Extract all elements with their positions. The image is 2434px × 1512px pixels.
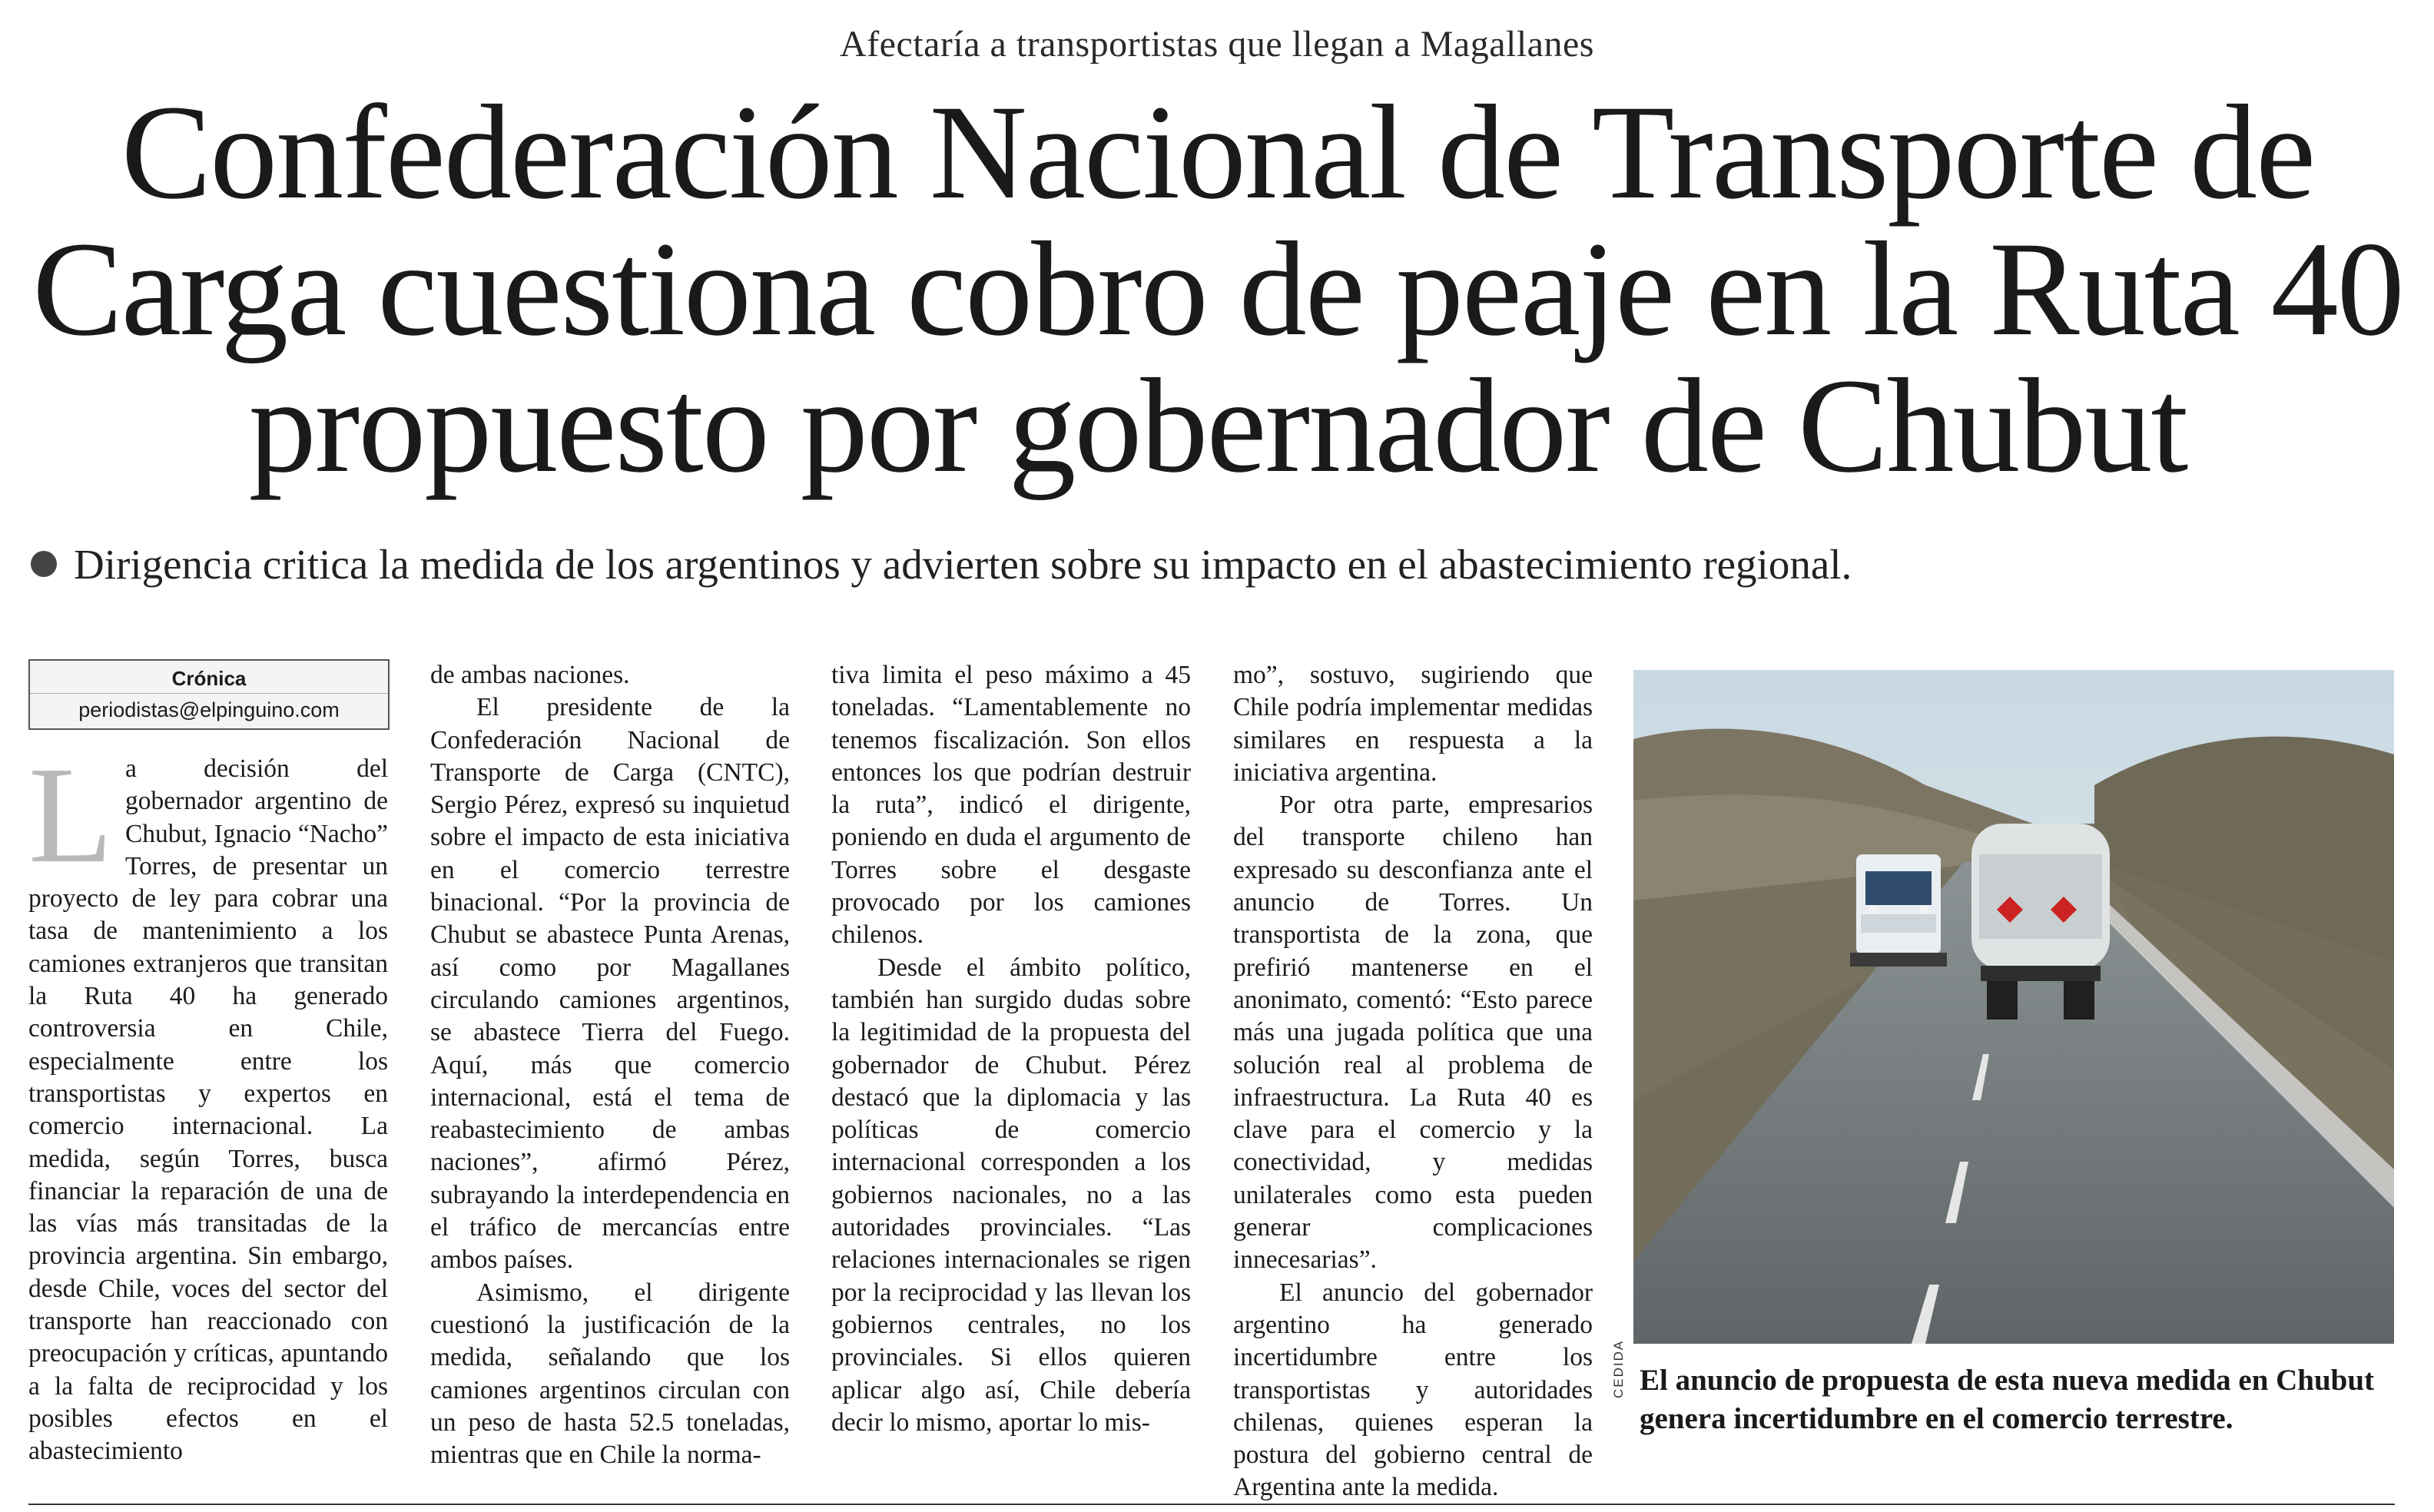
road-trucks-illustration — [1633, 670, 2394, 1344]
byline-email[interactable]: periodistas@elpinguino.com — [78, 698, 340, 721]
photo-caption: El anuncio de propuesta de esta nueva medida en Chubut genera incertidumbre en el comercio terrestre. — [1640, 1364, 2375, 1435]
column-4 — [1233, 659, 1593, 1504]
bottom-rule — [28, 1504, 2395, 1505]
byline-section: Crónica — [30, 664, 388, 694]
paragraph: a decisión del gobernador argentino de Chubut, Ignacio “Nacho” Torres, de presentar un proyecto de ley para cobrar una tasa de mantenimiento a los camiones extranjeros que transitan la Ruta 40 ha generado controversia en Chile, especialmente entre los transportistas y expertos en comercio internacional. La medida, según Torres, busca financiar la reparación de una de las vías más transitadas de la provincia argentina. Sin embargo, desde Chile, voces del sector del transporte han reaccionado con preocupación y críticas, apuntando a la falta de reciprocidad y los posibles efectos en el abastecimiento — [28, 754, 388, 1466]
truck-left — [1850, 854, 1947, 967]
column-1 — [28, 738, 388, 1468]
paragraph: tiva limita el peso máximo a 45 toneladas. “Lamentablemente no tenemos fiscalización. Son ellos entonces los que podrían destruir la ruta”, indicó el dirigente, poniendo en duda el argumento de Torres sobre el desgaste provocado por los camiones chilenos. — [831, 661, 1191, 950]
paragraph: El anuncio del gobernador argentino ha generado incertidumbre entre los transportistas y autoridades chilenas, quienes esperan la postura del gobierno central de Argentina ante la medida. — [1233, 1278, 1593, 1502]
paragraph: El presidente de la Confederación Nacional de Transporte de Carga (CNTC), Sergio Pérez, expresó su inquietud sobre el impacto de esta iniciativa en el comercio terrestre binacional. “Por la provincia de Chubut se abastece Punta Arenas, así como por Magallanes circulando camiones argentinos, se abastece Tierra del Fuego. Aquí, más que comercio internacional, está el tema de reabastecimiento de ambas naciones”, afirmó Pérez, subrayando la interdependencia en el tráfico de mercancías entre ambos países. — [430, 693, 790, 1275]
article-photo — [1633, 670, 2394, 1344]
paragraph: mo”, sostuvo, sugiriendo que Chile podría implementar medidas similares en respuesta a la iniciativa argentina. — [1233, 661, 1593, 787]
photo-credit: CEDIDA — [1611, 1339, 1626, 1398]
bullet-icon — [31, 551, 57, 577]
headline: Confederación Nacional de Transporte de Carga cuestiona cobro de peaje en la Ruta 40 propuesto por gobernador de Chubut — [32, 78, 2403, 501]
byline-box — [28, 659, 390, 730]
column-2 — [430, 659, 790, 1471]
dropcap: L — [28, 738, 113, 891]
deck — [31, 538, 2412, 592]
paragraph: Asimismo, el dirigente cuestionó la justificación de la medida, señalando que los camiones argentinos circulan con un peso de hasta 52.5 toneladas, mientras que en Chile la norma- — [430, 1278, 790, 1470]
kicker: Afectaría a transportistas que llegan a Magallanes — [840, 24, 1594, 65]
column-3 — [831, 659, 1191, 1439]
paragraph: de ambas naciones. — [430, 661, 630, 689]
paragraph: Por otra parte, empresarios del transporte chileno han expresado su desconfianza ante el anuncio de Torres. Un transportista de la zona, que prefirió mantenerse en el anonimato, comentó: “Esto parece más una jugada política que una solución real al problema de infraestructura. La Ruta 40 es clave para el comercio y la conectividad, y medidas unilaterales como esta pueden generar complicaciones innecesarias”. — [1233, 791, 1593, 1275]
paragraph: Desde el ámbito político, también han surgido dudas sobre la legitimidad de la propuesta del gobernador de Chubut. Pérez destacó que la diplomacia y las políticas de comercio internacional corresponden a los gobiernos nacionales, no a las autoridades provinciales. “Las relaciones internacionales se rigen por la reciprocidad y las llevan los gobiernos centrales, no los provinciales. Si ellos quieren aplicar algo así, Chile debería decir lo mismo, aportar lo mis- — [831, 953, 1191, 1437]
deck-text: Dirigencia critica la medida de los argentinos y advierten sobre su impacto en el abastecimiento regional. — [74, 541, 1852, 588]
